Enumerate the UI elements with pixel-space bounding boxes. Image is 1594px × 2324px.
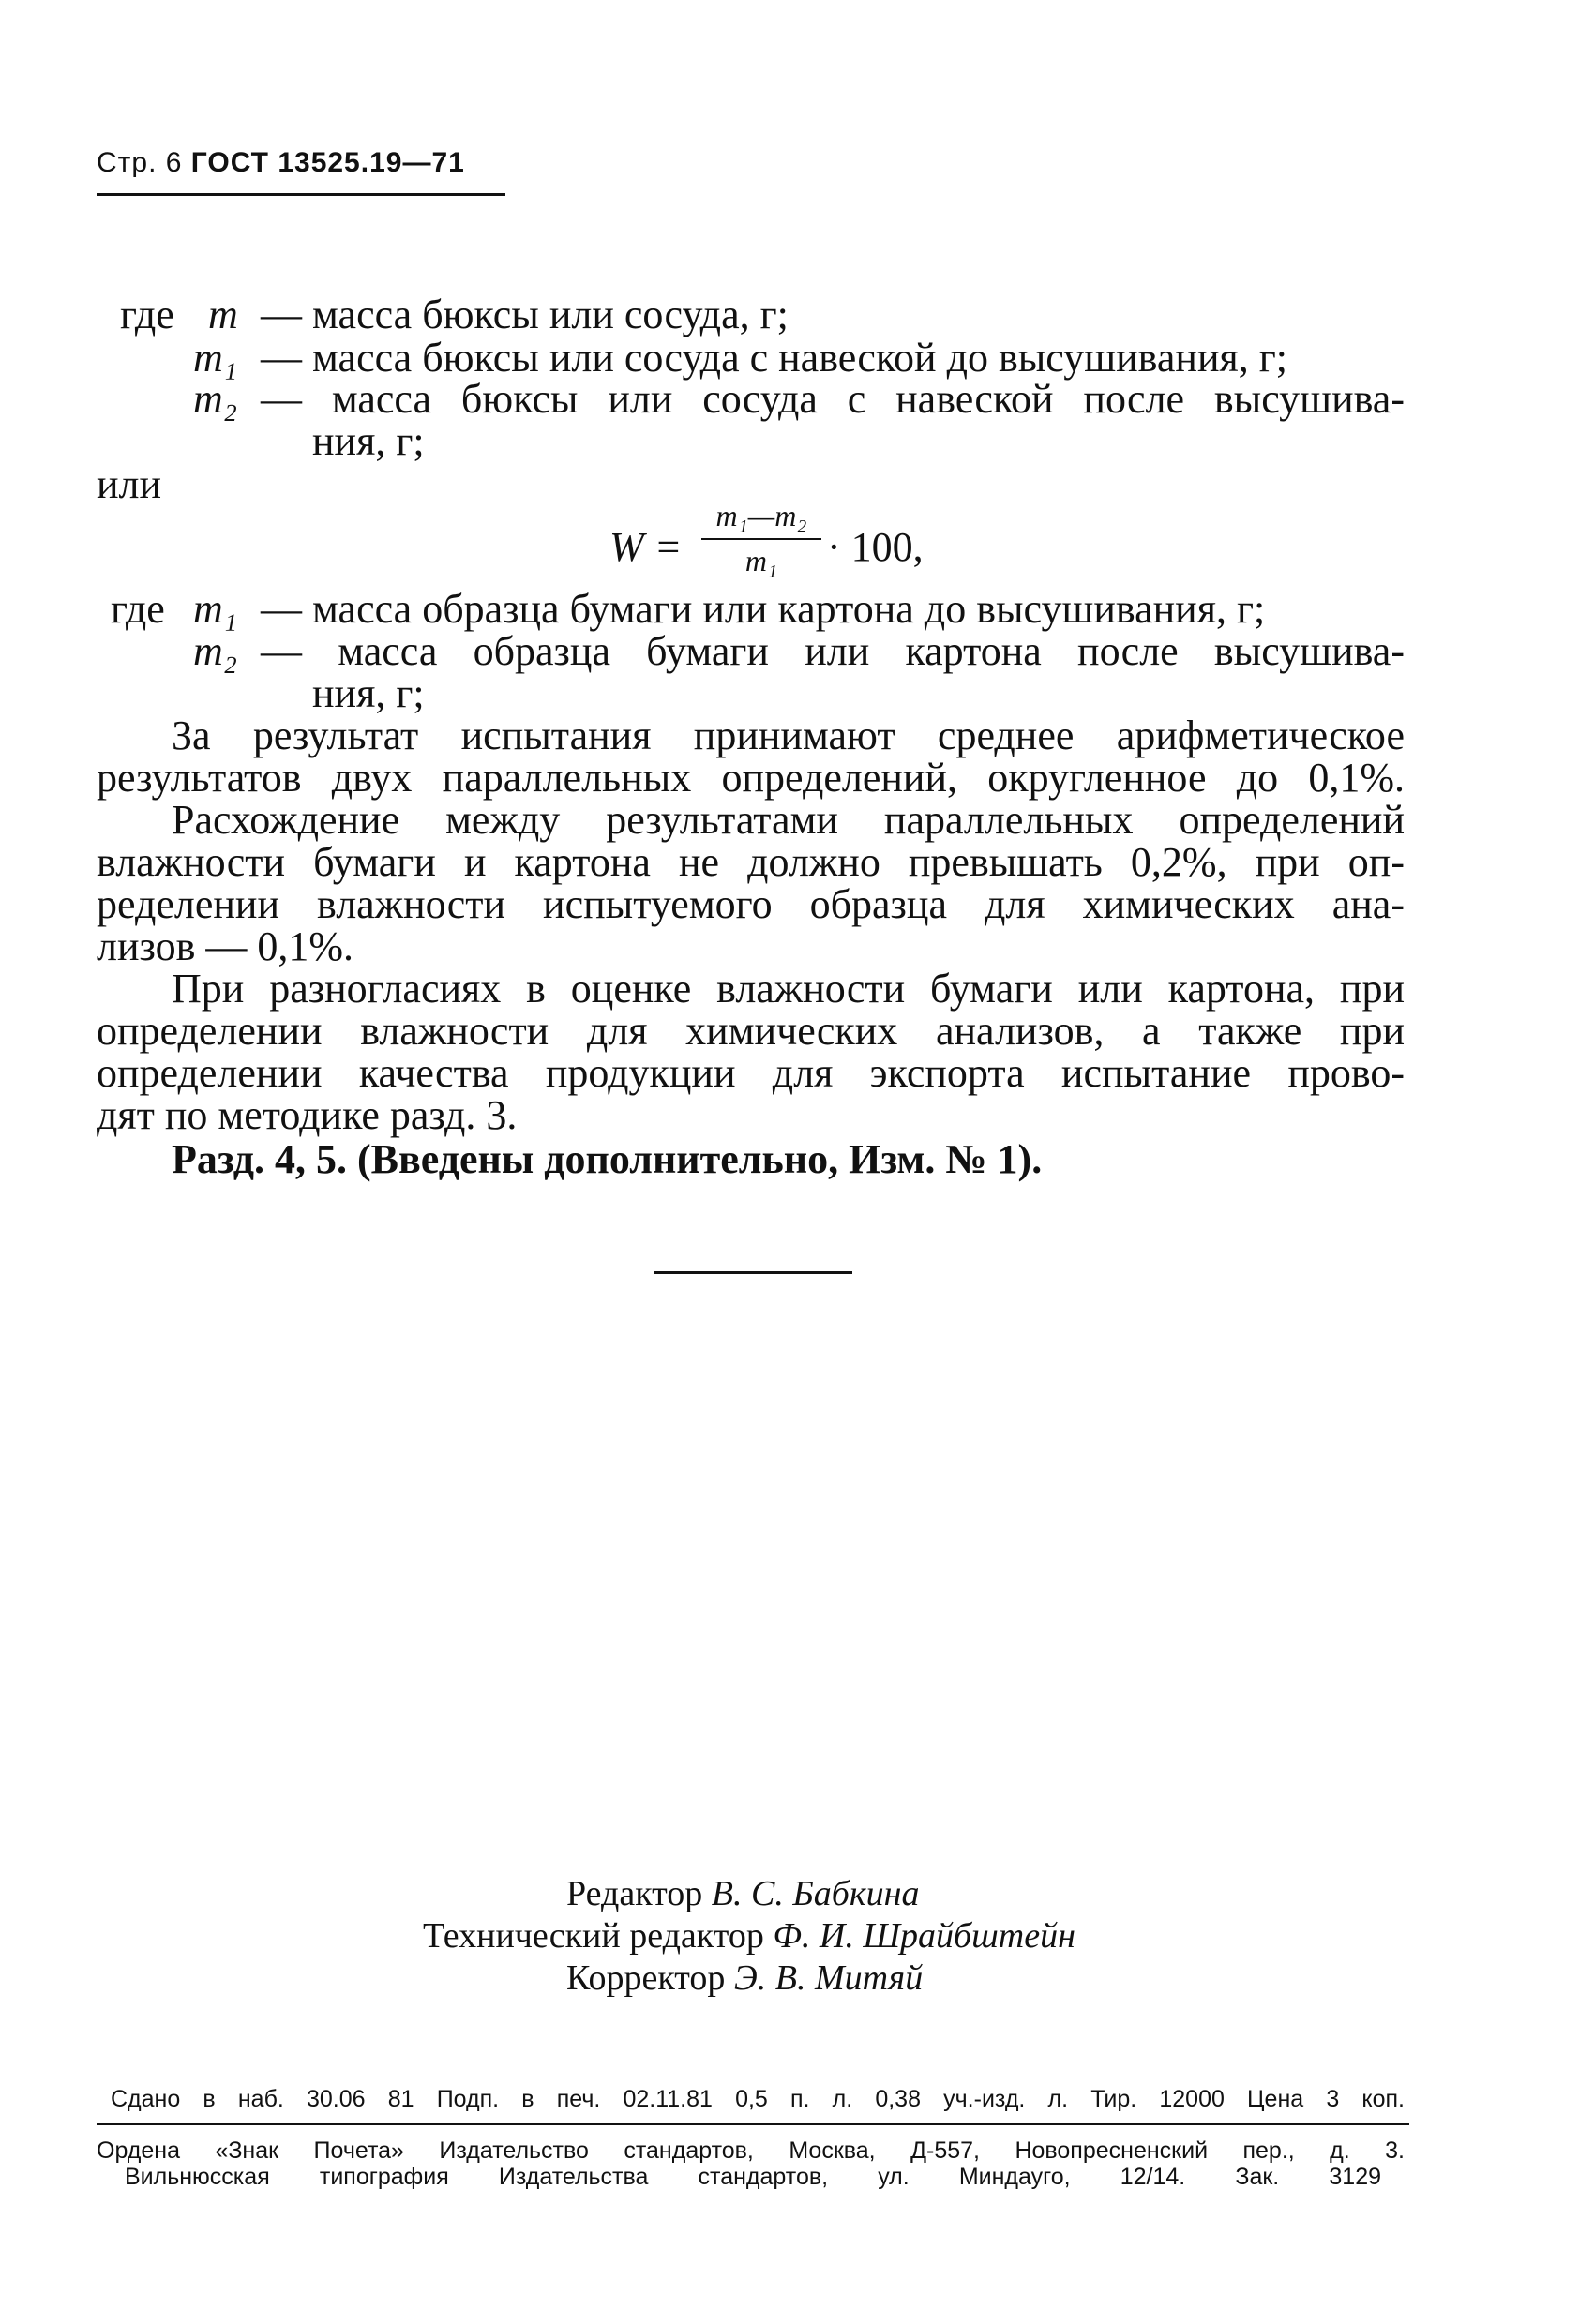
proofreader-name: Э. В. Митяй [733, 1958, 924, 1998]
page-number: Стр. 6 [97, 147, 183, 178]
var2-m2: m₂ [193, 628, 238, 674]
imprint-line3: Вильнюсская типография Издательства стандартов, ул. Миндауго, 12/14. Зак. 3129 [125, 2164, 1381, 2190]
para2-line2: влажности бумаги и картона не должно превышать 0,2%, при оп- [97, 839, 1405, 885]
var-m2: m₂ [193, 376, 238, 422]
moisture-formula [609, 497, 985, 591]
para1-line2: результатов двух параллельных определений, округленное до 0,1%. [97, 755, 1405, 801]
def-m2-text-a: — масса бюксы или сосуда с навеской после высушива- [261, 376, 1405, 422]
standard-number: ГОСТ 13525.19—71 [190, 147, 465, 178]
para3-line1: При разногласиях в оценке влажности бумаги или картона, при [172, 966, 1405, 1012]
def2-m1-text: — масса образца бумаги или картона до высушивания, г; [261, 586, 1266, 632]
def-m2-text-b: ния, г; [312, 418, 425, 464]
var-m1: m₁ [193, 335, 238, 381]
def2-m2-text-a: — масса образца бумаги или картона после высушива- [261, 628, 1405, 674]
amendment-note: Разд. 4, 5. (Введены дополнительно, Изм. № 1). [172, 1136, 1043, 1182]
section-end-rule [654, 1271, 852, 1274]
tech-editor-name: Ф. И. Шрайбштейн [773, 1916, 1075, 1956]
credit-proofreader [566, 1959, 923, 1997]
where-label-2: где [111, 586, 165, 632]
para2-line4: лизов — 0,1%. [97, 923, 354, 969]
imprint-line1: Сдано в наб. 30.06 81 Подп. в печ. 02.11.81 0,5 п. л. 0,38 уч.-изд. л. Тир. 12000 Цена 3 коп. [111, 2086, 1405, 2112]
imprint-rule [97, 2123, 1409, 2125]
para3-line3: определении качества продукции для экспорта испытание прово- [97, 1050, 1405, 1096]
def-m1-text: — масса бюксы или сосуда с навеской до высушивания, г; [261, 335, 1287, 381]
para2-line3: ределении влажности испытуемого образца для химических ана- [97, 881, 1405, 927]
page-header [97, 147, 465, 179]
credit-editor [566, 1875, 919, 1912]
formula-numerator: m₁—m₂ [715, 499, 807, 532]
para3-line4: дят по методике разд. 3. [97, 1092, 518, 1138]
where-label-1: где [120, 292, 174, 337]
fraction-bar [701, 538, 821, 540]
para2-line1: Расхождение между результатами параллельных определений [172, 797, 1405, 843]
para1-line1: За результат испытания принимают среднее арифметическое [172, 712, 1405, 758]
def2-m2-text-b: ния, г; [312, 670, 425, 716]
formula-rhs: · 100, [827, 524, 924, 570]
header-rule [97, 193, 505, 196]
var2-m1: m₁ [193, 586, 238, 632]
credit-tech-editor [423, 1917, 1075, 1955]
formula-fraction [701, 497, 821, 577]
editor-label: Редактор [566, 1874, 703, 1913]
para3-line2: определении влажности для химических анализов, а также при [97, 1008, 1405, 1054]
or-word: или [97, 461, 162, 507]
formula-lhs: W = [609, 524, 683, 570]
formula-denominator: m₁ [744, 544, 778, 577]
imprint-line2: Ордена «Знак Почета» Издательство стандартов, Москва, Д-557, Новопресненский пер., д. 3. [97, 2137, 1405, 2164]
def-m-text: — масса бюксы или сосуда, г; [261, 292, 789, 337]
editor-name: В. С. Бабкина [711, 1874, 920, 1913]
tech-editor-label: Технический редактор [423, 1916, 764, 1956]
proofreader-label: Корректор [566, 1958, 726, 1998]
var-m: m [208, 292, 238, 337]
